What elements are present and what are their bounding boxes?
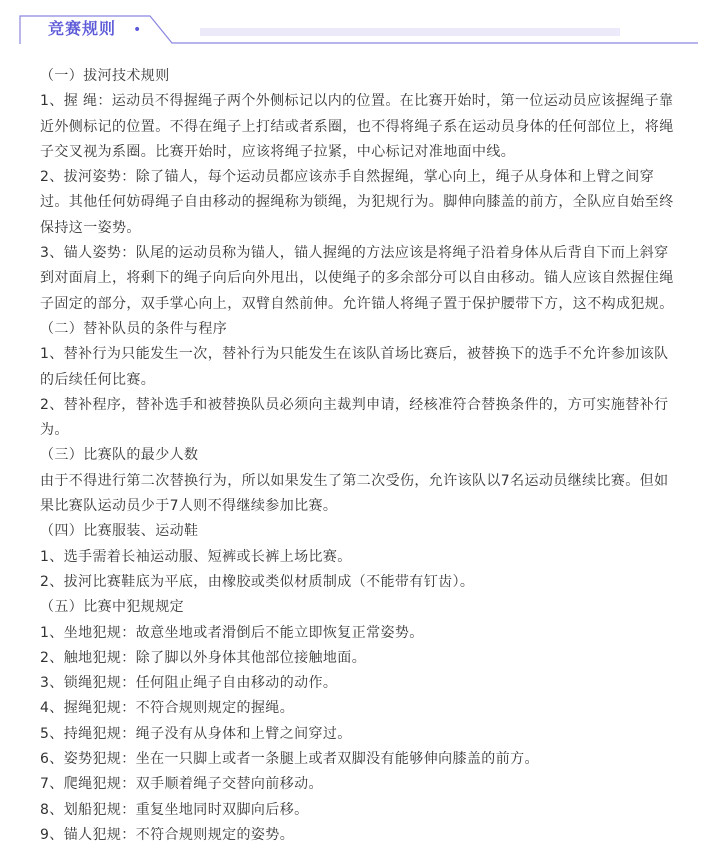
paragraph: 2、拔河姿势：除了锚人，每个运动员都应该赤手自然握绳，掌心向上，绳子从身体和上臂之间穿过。其他任何妨碍绳子自由移动的握绳称为锁绳，为犯规行为。脚伸向膝盖的前方，全队应自始至终保持这一姿势。 xyxy=(40,169,674,236)
rule-item: 9、锚人犯规：不符合规则规定的姿势。 xyxy=(40,826,295,843)
rule-item: 8、划船犯规：重复坐地同时双脚向后移。 xyxy=(40,801,309,818)
header-light-band xyxy=(200,28,620,36)
rule-item: 6、姿势犯规：坐在一只脚上或者一条腿上或者双脚没有能够伸向膝盖的前方。 xyxy=(40,751,539,768)
section-title: （五）比赛中犯规规定 xyxy=(40,599,184,616)
section-title: （二）替补队员的条件与程序 xyxy=(40,320,228,337)
paragraph: 由于不得进行第二次替换行为，所以如果发生了第二次受伤，允许该队以7名运动员继续比赛。但如果比赛队运动员少于7人则不得继续参加比赛。 xyxy=(40,472,669,515)
rule-item: 5、持绳犯规：绳子没有从身体和上臂之间穿过。 xyxy=(40,725,352,742)
title-dot: • xyxy=(133,22,142,38)
paragraph: 2、拔河比赛鞋底为平底，由橡胶或类似材质制成（不能带有钉齿）。 xyxy=(40,573,475,590)
rule-item: 1、坐地犯规：故意坐地或者滑倒后不能立即恢复正常姿势。 xyxy=(40,624,424,641)
section-title: （四）比赛服装、运动鞋 xyxy=(40,523,199,540)
section-title: （一）拔河技术规则 xyxy=(40,68,170,84)
paragraph: 1、握 绳：运动员不得握绳子两个外侧标记以内的位置。在比赛开始时，第一位运动员应该握绳子靠近外侧标记的位置。不得在绳子上打结或者系圈，也不得将绳子系在运动员身体的任何部位上，将绳子交叉视为系圈。比赛开始时，应该将绳子拉紧，中心标记对准地面中线。 xyxy=(40,93,674,160)
section-header xyxy=(0,0,728,50)
paragraph: 1、选手需着长袖运动服、短裤或长裤上场比赛。 xyxy=(40,548,352,565)
rules-content xyxy=(40,64,680,848)
rule-item: 4、握绳犯规：不符合规则规定的握绳。 xyxy=(40,700,295,717)
section-title: （三）比赛队的最少人数 xyxy=(40,447,199,464)
paragraph: 3、锚人姿势：队尾的运动员称为锚人，锚人握绳的方法应该是将绳子沿着身体从后背自下而上斜穿到对面肩上，将剩下的绳子向后向外甩出，以使绳子的多余部分可以自由移动。锚人应该自然握住绳子固定的部分，双手掌心向上，双臂自然前伸。允许锚人将绳子置于保护腰带下方，这不构成犯规。 xyxy=(40,245,674,312)
rule-item: 2、触地犯规：除了脚以外身体其他部位接触地面。 xyxy=(40,649,367,666)
paragraph: 1、替补行为只能发生一次，替补行为只能发生在该队首场比赛后，被替换下的选手不允许参加该队的后续任何比赛。 xyxy=(40,346,669,388)
page-title: 竞赛规则 xyxy=(48,19,117,38)
rule-item: 7、爬绳犯规：双手顺着绳子交替向前移动。 xyxy=(40,776,323,793)
rule-item: 3、锁绳犯规：任何阻止绳子自由移动的动作。 xyxy=(40,675,338,692)
paragraph: 2、替补程序，替补选手和被替换队员必须向主裁判申请，经核准符合替换条件的，方可实施替补行为。 xyxy=(40,396,669,439)
